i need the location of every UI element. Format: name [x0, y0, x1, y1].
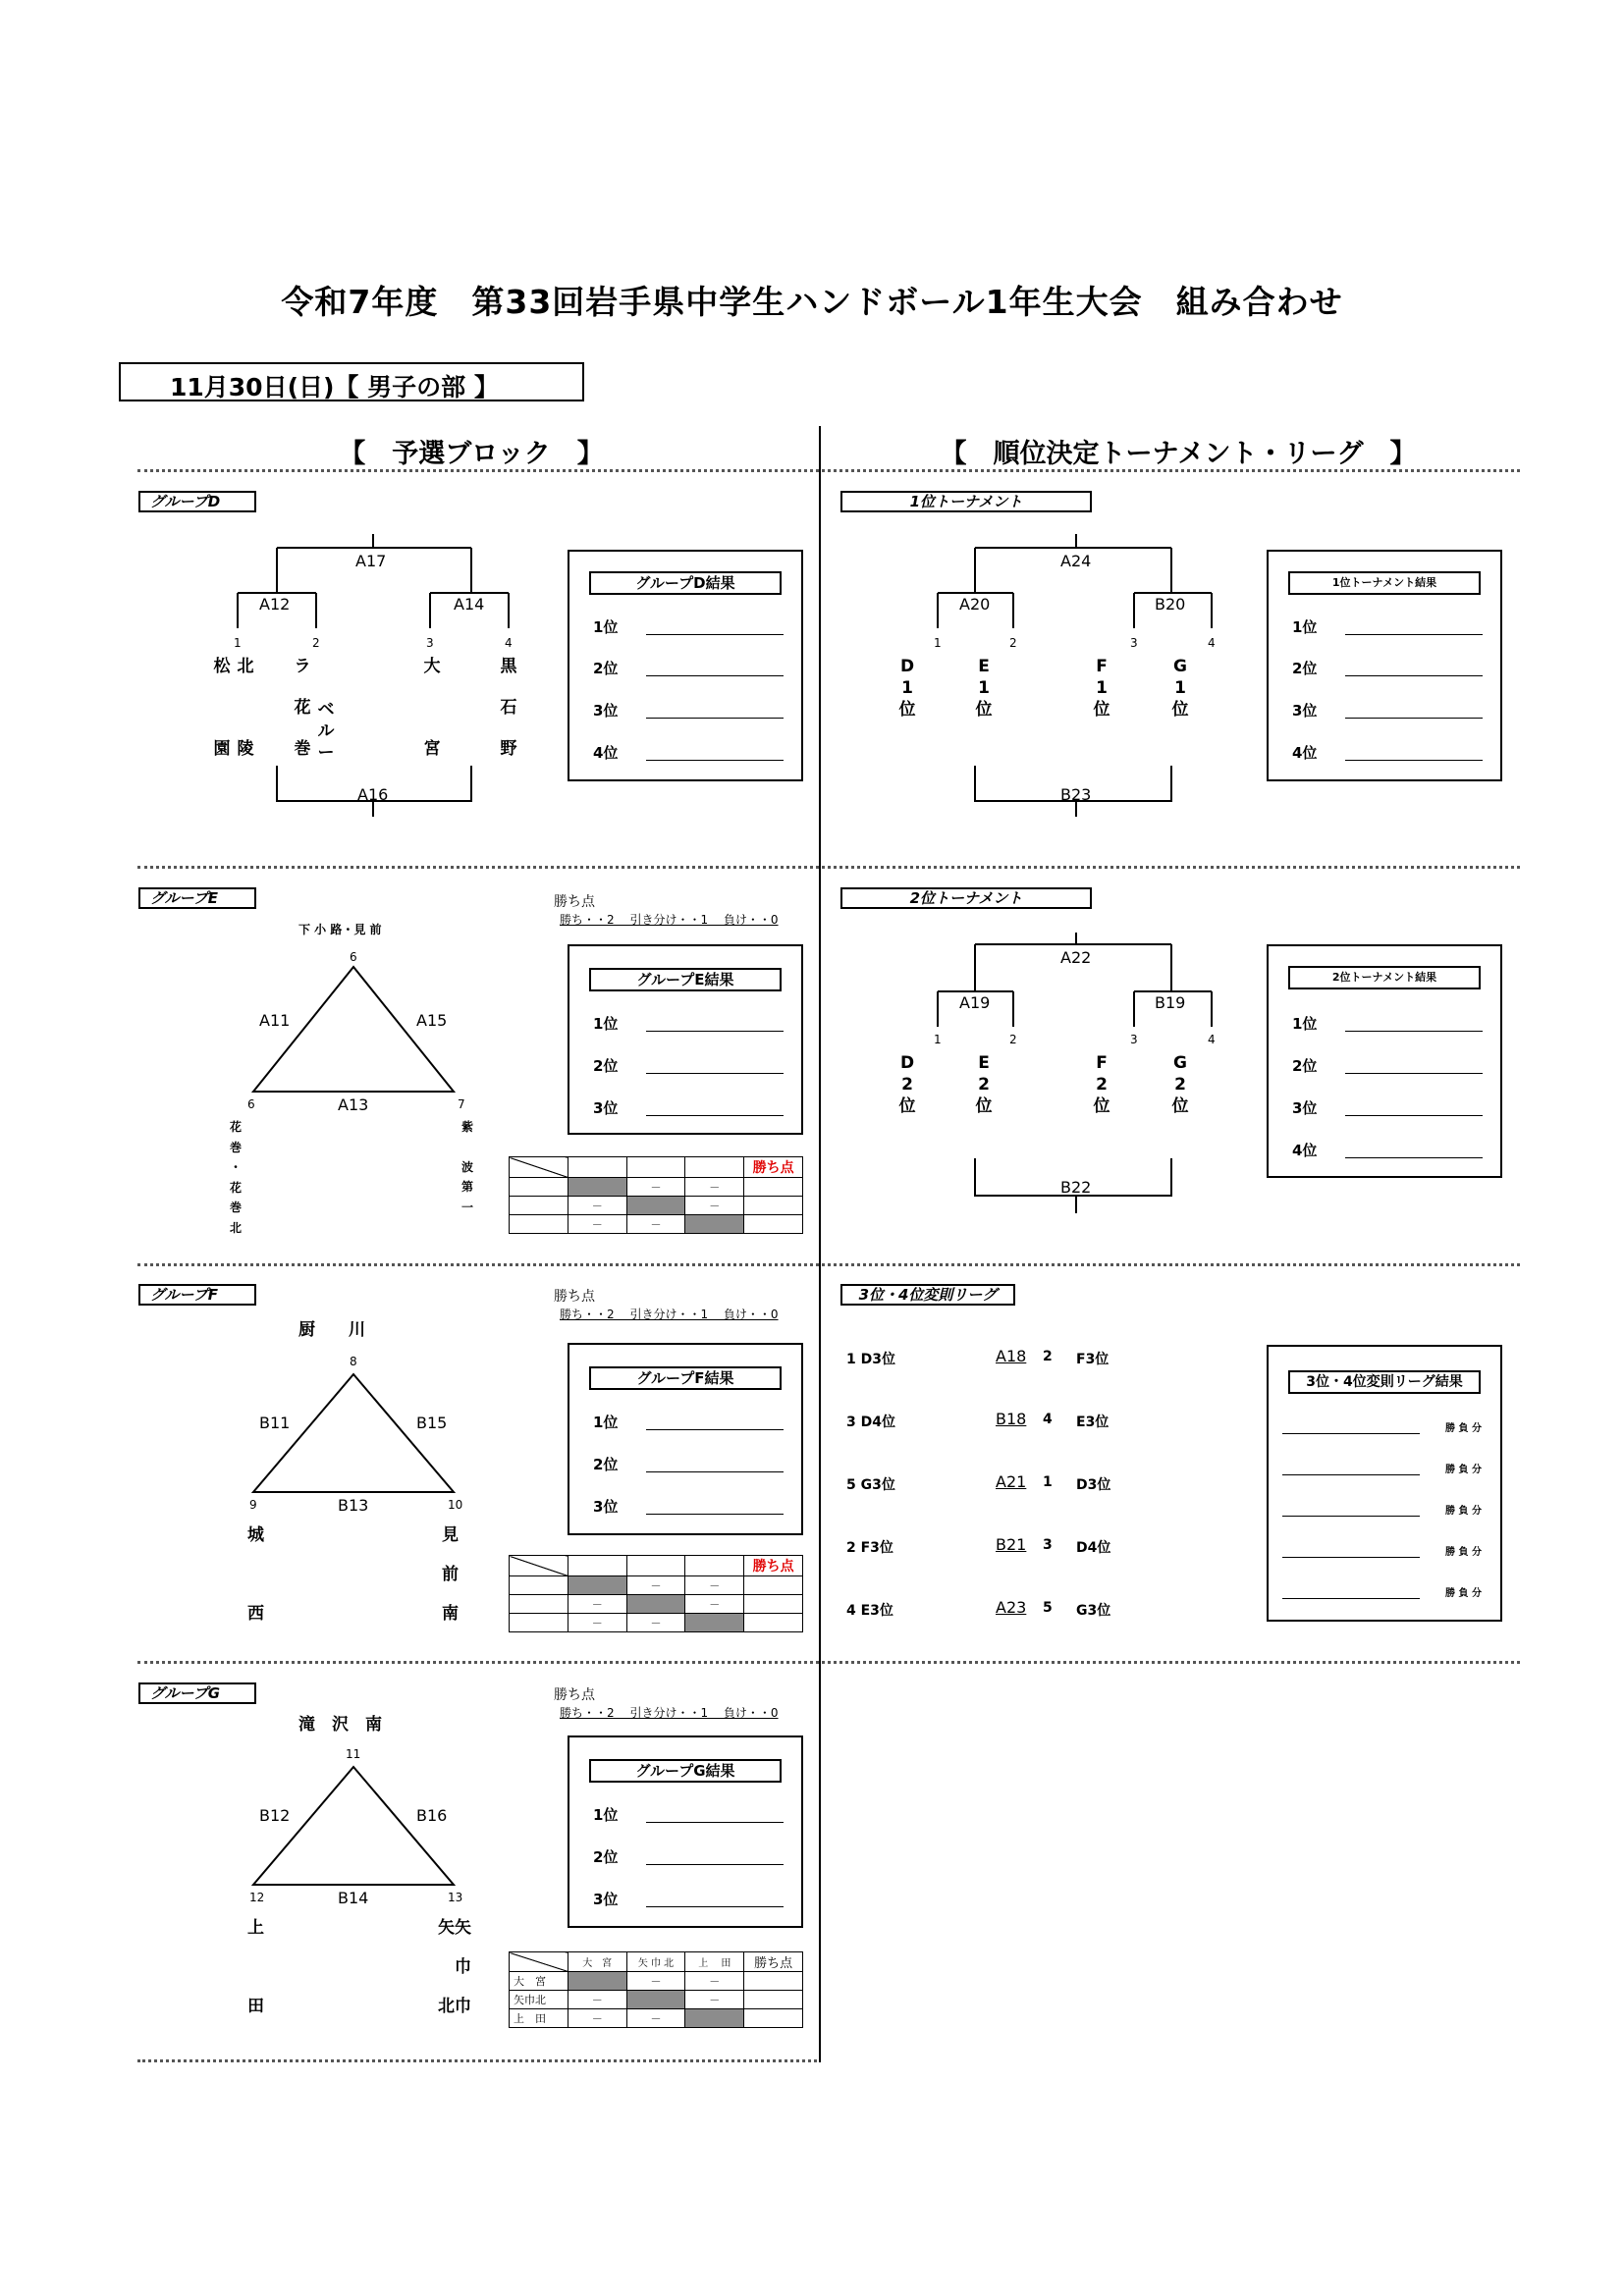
- points-title: 勝ち点: [554, 1687, 595, 1703]
- group-f-result-box: [568, 1343, 803, 1535]
- rank-1: 1位: [1292, 618, 1318, 636]
- node-number: 7: [458, 1097, 465, 1111]
- league-blank[interactable]: [1282, 1598, 1420, 1599]
- slot-number: 2: [312, 636, 320, 650]
- league-row-right: D3位: [1076, 1477, 1111, 1493]
- match-b13: B13: [338, 1496, 369, 1515]
- league-blank[interactable]: [1282, 1433, 1420, 1434]
- rank-4-blank[interactable]: [646, 760, 784, 761]
- league-row-left: 4 E3位: [846, 1603, 893, 1619]
- league-match: B18: [996, 1410, 1027, 1428]
- slot-number: 4: [1208, 636, 1216, 650]
- rank-4: 4位: [1292, 744, 1318, 762]
- rank-1-blank[interactable]: [646, 1822, 784, 1823]
- group-d-label: グループD: [138, 491, 256, 512]
- points-title: 勝ち点: [554, 1289, 595, 1305]
- group-d-result-box: [568, 550, 803, 781]
- match-b16: B16: [416, 1806, 448, 1825]
- rank-3: 3位: [593, 1498, 619, 1516]
- slot-number: 4: [1208, 1033, 1216, 1046]
- league-row-right: E3位: [1076, 1415, 1110, 1430]
- group-e-match-table: 勝ち点 － － － － － －: [509, 1156, 803, 1234]
- rank-4-blank[interactable]: [1345, 1157, 1483, 1158]
- node-number: 8: [350, 1355, 357, 1368]
- group-f-left-team: 城 西: [247, 1525, 264, 1624]
- rank-1: 1位: [593, 618, 619, 636]
- group-e-label: グループE: [138, 887, 256, 909]
- node-number: 12: [249, 1891, 265, 1904]
- group-f-right-team: 見 前 南: [442, 1525, 459, 1624]
- rank-4: 4位: [593, 744, 619, 762]
- t1-label: 1位トーナメント: [840, 491, 1092, 512]
- league-blank[interactable]: [1282, 1557, 1420, 1558]
- group-f-result-title: グループF結果: [589, 1366, 782, 1390]
- rank-1-blank[interactable]: [646, 634, 784, 635]
- slot-number: 1: [934, 1033, 942, 1046]
- group-g-top-team: 滝 沢 南: [298, 1715, 382, 1735]
- rank-2-blank[interactable]: [646, 1864, 784, 1865]
- league-match-num: 2: [1043, 1349, 1053, 1364]
- t1-result-box: [1267, 550, 1502, 781]
- rank-2: 2位: [593, 1848, 619, 1866]
- rank-3-blank[interactable]: [646, 718, 784, 719]
- rank-1-blank[interactable]: [646, 1031, 784, 1032]
- slot-number: 3: [426, 636, 434, 650]
- rank-3: 3位: [1292, 702, 1318, 720]
- group-e-left-team: 花 巻 ・ 花 巻 北: [230, 1120, 243, 1235]
- slot-number: 4: [505, 636, 513, 650]
- group-g-left-team: 上 田: [247, 1918, 264, 2016]
- match-a11: A11: [259, 1011, 291, 1030]
- rank-3-blank[interactable]: [646, 1514, 784, 1515]
- node-number: 6: [350, 950, 357, 964]
- record-label: 勝 負 分: [1445, 1465, 1482, 1475]
- league-row-right: F3位: [1076, 1352, 1110, 1367]
- rank-1-blank[interactable]: [1345, 634, 1483, 635]
- date-label: 11月30日(日)【 男子の部 】: [119, 362, 584, 401]
- rank-2: 2位: [1292, 1057, 1318, 1075]
- group-e-result-box: [568, 944, 803, 1135]
- t2-team-e2: E 2 位: [975, 1053, 993, 1116]
- group-g-match-table: 大 宮 矢 巾 北 上 田 勝ち点 大 宮 － － 矢巾北 － － 上 田 － －: [509, 1951, 803, 2028]
- record-label: 勝 負 分: [1445, 1506, 1482, 1517]
- rank-2: 2位: [1292, 660, 1318, 677]
- league-row-left: 1 D3位: [846, 1352, 895, 1367]
- rank-2: 2位: [593, 1456, 619, 1473]
- group-f-label: グループF: [138, 1284, 256, 1306]
- team-liberu-col: ベ ル ー: [317, 700, 335, 763]
- group-g-label: グループG: [138, 1682, 256, 1704]
- t1-team-g1: G 1 位: [1171, 657, 1189, 720]
- t1-result-title: 1位トーナメント結果: [1288, 571, 1481, 595]
- match-a24: A24: [1060, 552, 1092, 570]
- node-number: 9: [249, 1498, 257, 1512]
- group-g-right-team: 矢矢 巾 北巾: [438, 1918, 471, 2016]
- match-b19: B19: [1155, 993, 1186, 1012]
- match-a19: A19: [959, 993, 991, 1012]
- match-a16: A16: [357, 785, 389, 804]
- rank-1-blank[interactable]: [1345, 1031, 1483, 1032]
- league-match: A21: [996, 1472, 1027, 1491]
- league-match: A23: [996, 1598, 1027, 1617]
- t2-team-g2: G 2 位: [1171, 1053, 1189, 1116]
- slot-number: 1: [934, 636, 942, 650]
- rank-4: 4位: [1292, 1142, 1318, 1159]
- league-row-left: 5 G3位: [846, 1477, 895, 1493]
- left-section-header: 【 予選ブロック 】: [339, 439, 604, 469]
- league-match: B21: [996, 1535, 1027, 1554]
- record-label: 勝 負 分: [1445, 1588, 1482, 1599]
- node-number: 10: [448, 1498, 463, 1512]
- rank-1: 1位: [593, 1015, 619, 1033]
- t1-team-f1: F 1 位: [1093, 657, 1110, 720]
- record-label: 勝 負 分: [1445, 1423, 1482, 1434]
- slot-number: 3: [1130, 1033, 1138, 1046]
- rank-2-blank[interactable]: [646, 675, 784, 676]
- t2-team-d2: D 2 位: [898, 1053, 916, 1116]
- team-omiya-col: 大 宮: [423, 657, 441, 759]
- rank-3-blank[interactable]: [1345, 718, 1483, 719]
- team-kuroishino-col: 黒 石 野: [500, 657, 517, 759]
- league-label: 3位・4位変則リーグ: [840, 1284, 1015, 1306]
- rank-3-blank[interactable]: [646, 1906, 784, 1907]
- rank-4-blank[interactable]: [1345, 760, 1483, 761]
- t2-label: 2位トーナメント: [840, 887, 1092, 909]
- team-matsukita-col2: 北 陵: [237, 657, 254, 759]
- rank-3-blank[interactable]: [646, 1115, 784, 1116]
- group-e-result-title: グループE結果: [589, 968, 782, 991]
- team-hanamaki-col: ラ 花 巻: [294, 657, 311, 759]
- group-e-top-team: 下 小 路・見 前: [298, 923, 382, 936]
- rank-1: 1位: [1292, 1015, 1318, 1033]
- league-blank[interactable]: [1282, 1474, 1420, 1475]
- match-b22: B22: [1060, 1178, 1092, 1197]
- group-f-top-team: 厨 川: [298, 1320, 365, 1340]
- match-a14: A14: [454, 595, 485, 614]
- node-number: 11: [346, 1747, 361, 1761]
- group-g-result-title: グループG結果: [589, 1759, 782, 1783]
- rank-3: 3位: [593, 702, 619, 720]
- league-row-right: G3位: [1076, 1603, 1111, 1619]
- league-match: A18: [996, 1347, 1027, 1365]
- rank-2: 2位: [593, 1057, 619, 1075]
- league-match-num: 1: [1043, 1474, 1053, 1490]
- group-f-match-table: 勝ち点 － － － － － －: [509, 1555, 803, 1632]
- slot-number: 1: [234, 636, 242, 650]
- rank-3: 3位: [593, 1891, 619, 1908]
- rank-2-blank[interactable]: [1345, 675, 1483, 676]
- rank-2-blank[interactable]: [646, 1073, 784, 1074]
- match-a13: A13: [338, 1095, 369, 1114]
- rank-2-blank[interactable]: [1345, 1073, 1483, 1074]
- match-a15: A15: [416, 1011, 448, 1030]
- points-rule: 勝ち・・2 引き分け・・1 負け・・0: [560, 1308, 779, 1321]
- league-row-left: 2 F3位: [846, 1540, 893, 1556]
- league-result-title: 3位・4位変則リーグ結果: [1288, 1370, 1481, 1394]
- rank-1: 1位: [593, 1806, 619, 1824]
- league-match-num: 4: [1043, 1412, 1053, 1427]
- t1-team-d1: D 1 位: [898, 657, 916, 720]
- match-b15: B15: [416, 1414, 448, 1432]
- group-e-right-team: 紫 波 第 一: [461, 1120, 474, 1214]
- t2-result-title: 2位トーナメント結果: [1288, 966, 1481, 989]
- league-row-left: 3 D4位: [846, 1415, 895, 1430]
- rank-3-blank[interactable]: [1345, 1115, 1483, 1116]
- match-a22: A22: [1060, 948, 1092, 967]
- t1-team-e1: E 1 位: [975, 657, 993, 720]
- points-rule: 勝ち・・2 引き分け・・1 負け・・0: [560, 913, 779, 927]
- group-g-result-box: [568, 1735, 803, 1928]
- match-b12: B12: [259, 1806, 291, 1825]
- team-matsukita-col1: 松 園: [213, 657, 231, 759]
- match-b11: B11: [259, 1414, 291, 1432]
- match-b20: B20: [1155, 595, 1186, 614]
- slot-number: 2: [1009, 1033, 1017, 1046]
- match-a17: A17: [355, 552, 387, 570]
- points-rule: 勝ち・・2 引き分け・・1 負け・・0: [560, 1706, 779, 1720]
- slot-number: 3: [1130, 636, 1138, 650]
- league-match-num: 5: [1043, 1600, 1053, 1616]
- points-title: 勝ち点: [554, 894, 595, 910]
- slot-number: 2: [1009, 636, 1017, 650]
- rank-2: 2位: [593, 660, 619, 677]
- league-blank[interactable]: [1282, 1516, 1420, 1517]
- match-a20: A20: [959, 595, 991, 614]
- league-match-num: 3: [1043, 1537, 1053, 1553]
- group-d-result-title: グループD結果: [589, 571, 782, 595]
- right-section-header: 【 順位決定トーナメント・リーグ 】: [940, 439, 1417, 469]
- rank-1: 1位: [593, 1414, 619, 1431]
- page-title: 令和7年度 第33回岩手県中学生ハンドボール1年生大会 組み合わせ: [281, 283, 1343, 321]
- league-result-box: [1267, 1345, 1502, 1622]
- node-number: 13: [448, 1891, 463, 1904]
- rank-1-blank[interactable]: [646, 1429, 784, 1430]
- match-b14: B14: [338, 1889, 369, 1907]
- node-number: 6: [247, 1097, 255, 1111]
- rank-3: 3位: [1292, 1099, 1318, 1117]
- rank-3: 3位: [593, 1099, 619, 1117]
- match-b23: B23: [1060, 785, 1092, 804]
- rank-2-blank[interactable]: [646, 1471, 784, 1472]
- match-a12: A12: [259, 595, 291, 614]
- t2-result-box: [1267, 944, 1502, 1178]
- t2-team-f2: F 2 位: [1093, 1053, 1110, 1116]
- league-row-right: D4位: [1076, 1540, 1111, 1556]
- record-label: 勝 負 分: [1445, 1547, 1482, 1558]
